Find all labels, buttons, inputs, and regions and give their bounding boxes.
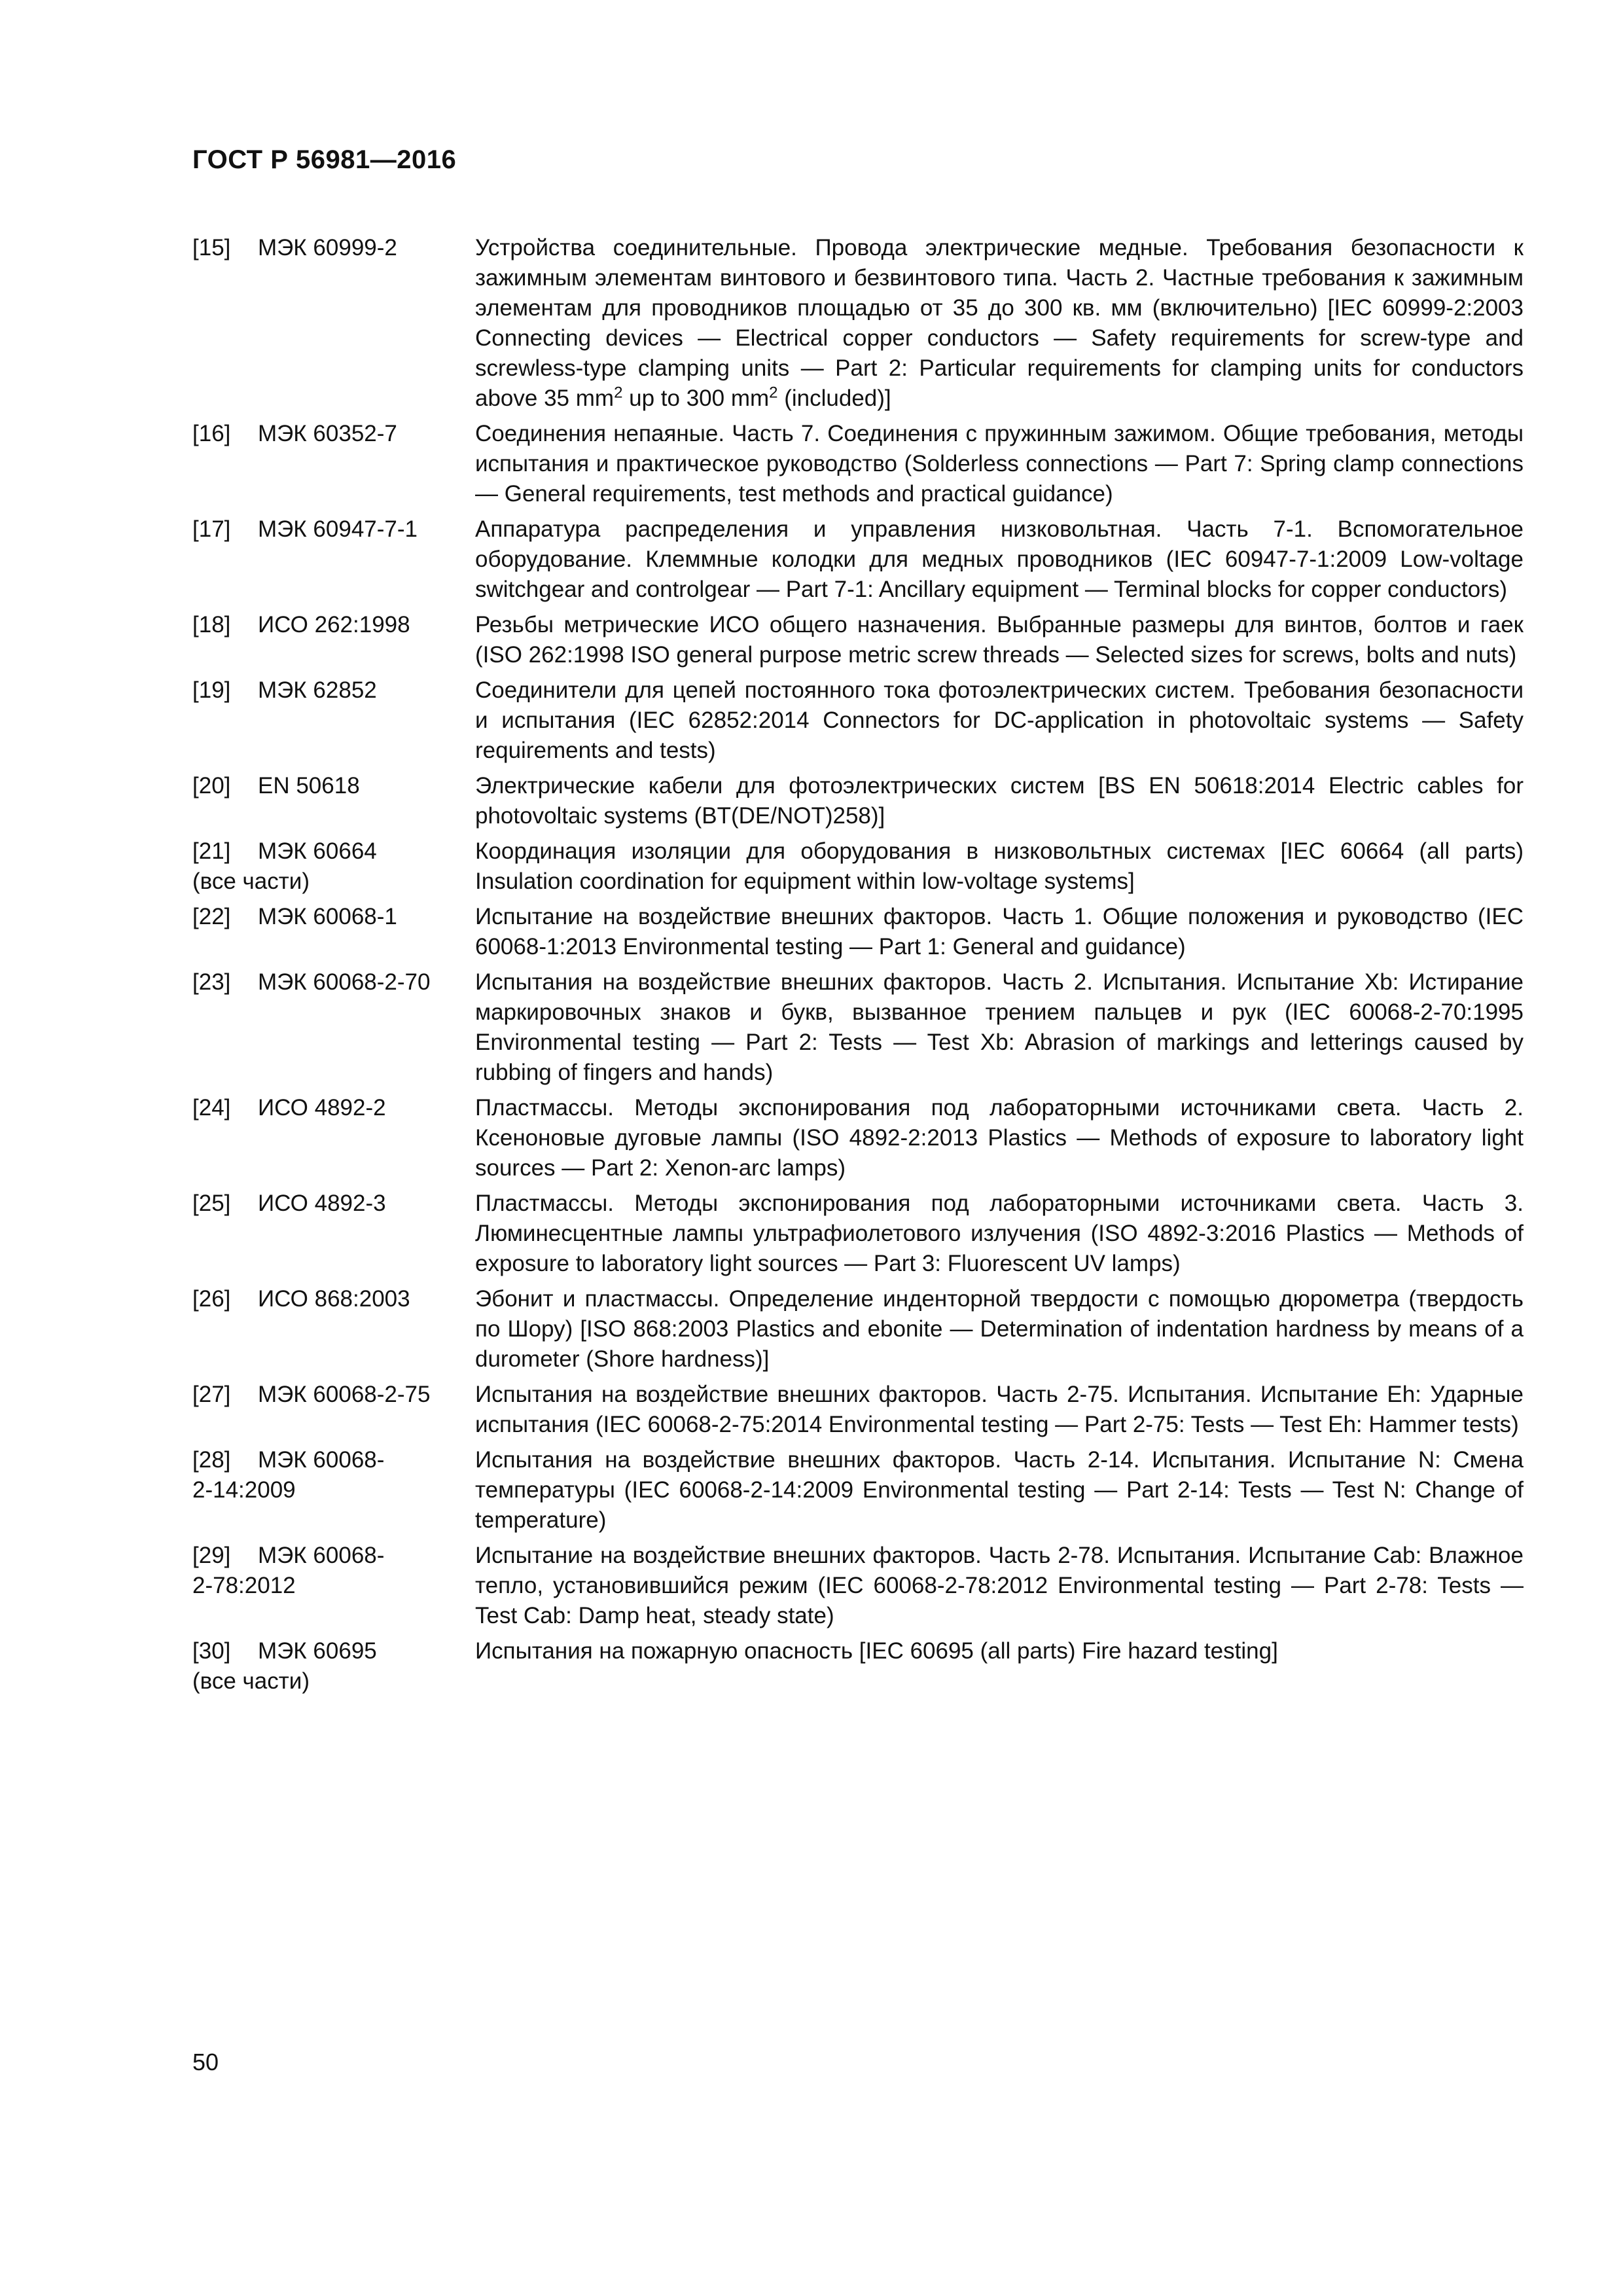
reference-number: [22]	[192, 904, 231, 929]
reference-title: Электрические кабели для фотоэлектрических систем [BS EN 50618:2014 Electric cables for photovoltaic systems (BT(DE/NOT)258)]	[475, 773, 1524, 829]
reference-designation	[192, 419, 475, 449]
reference-title: Соединения непаяные. Часть 7. Соединения с пружинным зажимом. Общие требования, методы испытания и практическое руководство (Solderless connections — Part 7: Spring clamp connections — General requirements, test methods and practical guidance)	[475, 421, 1524, 507]
reference-number: [18]	[192, 612, 231, 637]
reference-item-22	[192, 902, 1524, 962]
reference-title	[475, 233, 1524, 414]
reference-designation	[192, 675, 475, 706]
reference-designation	[192, 1380, 475, 1410]
reference-item-24	[192, 1093, 1524, 1183]
reference-title-text: up to 300 mm	[622, 386, 770, 411]
reference-number: [15]	[192, 235, 231, 260]
reference-code: МЭК 60068-1	[258, 904, 397, 929]
reference-designation	[192, 1541, 475, 1601]
reference-code-continuation: (все части)	[192, 1668, 310, 1694]
reference-code-continuation: (все части)	[192, 869, 310, 894]
reference-item-21	[192, 836, 1524, 897]
reference-code: ИСО 4892-2	[258, 1095, 386, 1121]
reference-code: МЭК 60068-2-75	[258, 1382, 431, 1407]
reference-item-25	[192, 1189, 1524, 1279]
reference-item-20	[192, 771, 1524, 831]
reference-title: Резьбы метрические ИСО общего назначения. Выбранные размеры для винтов, болтов и гаек (ISO 262:1998 ISO general purpose metric screw threads — Selected sizes for screws, bolts and nuts)	[475, 612, 1524, 668]
reference-designation	[192, 1636, 475, 1696]
reference-title: Пластмассы. Методы экспонирования под лабораторными источниками света. Часть 2. Ксеноновые дуговые лампы (ISO 4892-2:2013 Plastics — Methods of exposure to laboratory light sources — Part 2: Xenon-arc lamps)	[475, 1095, 1524, 1181]
reference-number: [24]	[192, 1095, 231, 1121]
reference-designation	[192, 967, 475, 997]
reference-title: Координация изоляции для оборудования в низковольтных системах [IEC 60664 (all parts) Insulation coordination for equipment within low-voltage systems]	[475, 838, 1524, 894]
reference-item-29	[192, 1541, 1524, 1631]
reference-number: [29]	[192, 1543, 231, 1568]
reference-number: [30]	[192, 1638, 231, 1664]
reference-number: [16]	[192, 421, 231, 446]
reference-code: EN 50618	[258, 773, 360, 798]
reference-designation	[192, 836, 475, 897]
reference-designation	[192, 771, 475, 801]
reference-code: ИСО 262:1998	[258, 612, 410, 637]
page-number: 50	[192, 2049, 219, 2075]
reference-number: [19]	[192, 677, 231, 703]
document-header-title: ГОСТ Р 56981—2016	[192, 145, 457, 174]
reference-number: [20]	[192, 773, 231, 798]
reference-title: Испытание на воздействие внешних факторов. Часть 2-78. Испытания. Испытание Cab: Влажное тепло, установившийся режим (IEC 60068-2-78:2012 Environmental testing — Part 2-78: Tests — Test Cab: Damp heat, steady state)	[475, 1543, 1524, 1628]
reference-number: [23]	[192, 969, 231, 995]
reference-code-continuation: 2-78:2012	[192, 1573, 296, 1598]
reference-item-16	[192, 419, 1524, 509]
reference-number: [25]	[192, 1191, 231, 1216]
reference-code: МЭК 60695	[258, 1638, 377, 1664]
reference-number: [26]	[192, 1286, 231, 1312]
reference-designation	[192, 514, 475, 545]
reference-item-30	[192, 1636, 1524, 1696]
reference-item-15	[192, 233, 1524, 414]
superscript: 2	[614, 384, 623, 402]
reference-designation	[192, 902, 475, 932]
reference-title: Испытания на воздействие внешних факторов. Часть 2-75. Испытания. Испытание Eh: Ударные испытания (IEC 60068-2-75:2014 Environmental testing — Part 2-75: Tests — Test Eh: Hammer tests)	[475, 1382, 1524, 1437]
reference-title: Испытания на воздействие внешних факторов. Часть 2. Испытания. Испытание Xb: Истирание маркировочных знаков и букв, вызванное трением пальцев и рук (IEC 60068-2-70:1995 Environmental testing — Part 2: Tests — Test Xb: Abrasion of markings and letterings caused by rubbing of fingers and hands)	[475, 969, 1524, 1085]
reference-title: Испытания на воздействие внешних факторов. Часть 2-14. Испытания. Испытание N: Смена температуры (IEC 60068-2-14:2009 Environmental testing — Part 2-14: Tests — Test N: Change of temperature)	[475, 1447, 1524, 1533]
reference-number: [21]	[192, 838, 231, 864]
reference-code: МЭК 60999-2	[258, 235, 397, 260]
reference-code: ИСО 4892-3	[258, 1191, 386, 1216]
reference-designation	[192, 1189, 475, 1219]
reference-item-19	[192, 675, 1524, 766]
reference-title-text: Устройства соединительные. Провода электрические медные. Требования безопасности к зажимным элементам винтового и безвинтового типа. Часть 2. Частные требования к зажимным элементам для проводников площадью от 35 до 300 кв. мм (включительно) [IEC 60999-2:2003 Connecting devices — Electrical copper conductors — Safety requirements for screw-type and screwless-type clamping units — Part 2: Particular requirements for clamping units for conductors above 35 mm	[475, 235, 1524, 411]
reference-title-text: (included)]	[777, 386, 891, 411]
reference-number: [27]	[192, 1382, 231, 1407]
reference-title: Пластмассы. Методы экспонирования под лабораторными источниками света. Часть 3. Люминесцентные лампы ультрафиолетового излучения (ISO 4892-3:2016 Plastics — Methods of exposure to laboratory light sources — Part 3: Fluorescent UV lamps)	[475, 1191, 1524, 1276]
reference-code-continuation: 2-14:2009	[192, 1477, 296, 1503]
reference-item-17	[192, 514, 1524, 605]
reference-title: Испытание на воздействие внешних факторов. Часть 1. Общие положения и руководство (IEC 60068-1:2013 Environmental testing — Part 1: General and guidance)	[475, 904, 1524, 960]
reference-item-26	[192, 1284, 1524, 1374]
reference-code: ИСО 868:2003	[258, 1286, 410, 1312]
reference-number: [17]	[192, 516, 231, 542]
reference-designation	[192, 233, 475, 263]
reference-number: [28]	[192, 1447, 231, 1473]
reference-code: МЭК 62852	[258, 677, 377, 703]
reference-title: Испытания на пожарную опасность [IEC 60695 (all parts) Fire hazard testing]	[475, 1638, 1278, 1664]
reference-code: МЭК 60352-7	[258, 421, 397, 446]
reference-code: МЭК 60068-	[258, 1543, 385, 1568]
reference-item-18	[192, 610, 1524, 670]
reference-item-27	[192, 1380, 1524, 1440]
reference-designation	[192, 610, 475, 640]
reference-code: МЭК 60664	[258, 838, 377, 864]
reference-code: МЭК 60947-7-1	[258, 516, 418, 542]
reference-title: Эбонит и пластмассы. Определение инденторной твердости с помощью дюрометра (твердость по Шору) [ISO 868:2003 Plastics and ebonite — Determination of indentation hardness by means of a durometer (Shore hardness)]	[475, 1286, 1524, 1372]
reference-designation	[192, 1445, 475, 1505]
reference-item-23	[192, 967, 1524, 1088]
reference-title: Аппаратура распределения и управления низковольтная. Часть 7-1. Вспомогательное оборудование. Клеммные колодки для медных проводников (IEC 60947-7-1:2009 Low-voltage switchgear and controlgear — Part 7-1: Ancillary equipment — Terminal blocks for copper conductors)	[475, 516, 1524, 602]
reference-designation	[192, 1093, 475, 1123]
reference-code: МЭК 60068-2-70	[258, 969, 431, 995]
reference-designation	[192, 1284, 475, 1314]
reference-item-28	[192, 1445, 1524, 1535]
reference-code: МЭК 60068-	[258, 1447, 385, 1473]
bibliography-list	[192, 233, 1524, 1702]
reference-title: Соединители для цепей постоянного тока фотоэлектрических систем. Требования безопасности и испытания (IEC 62852:2014 Connectors for DC-application in photovoltaic systems — Safety requirements and tests)	[475, 677, 1524, 763]
superscript: 2	[769, 384, 778, 402]
